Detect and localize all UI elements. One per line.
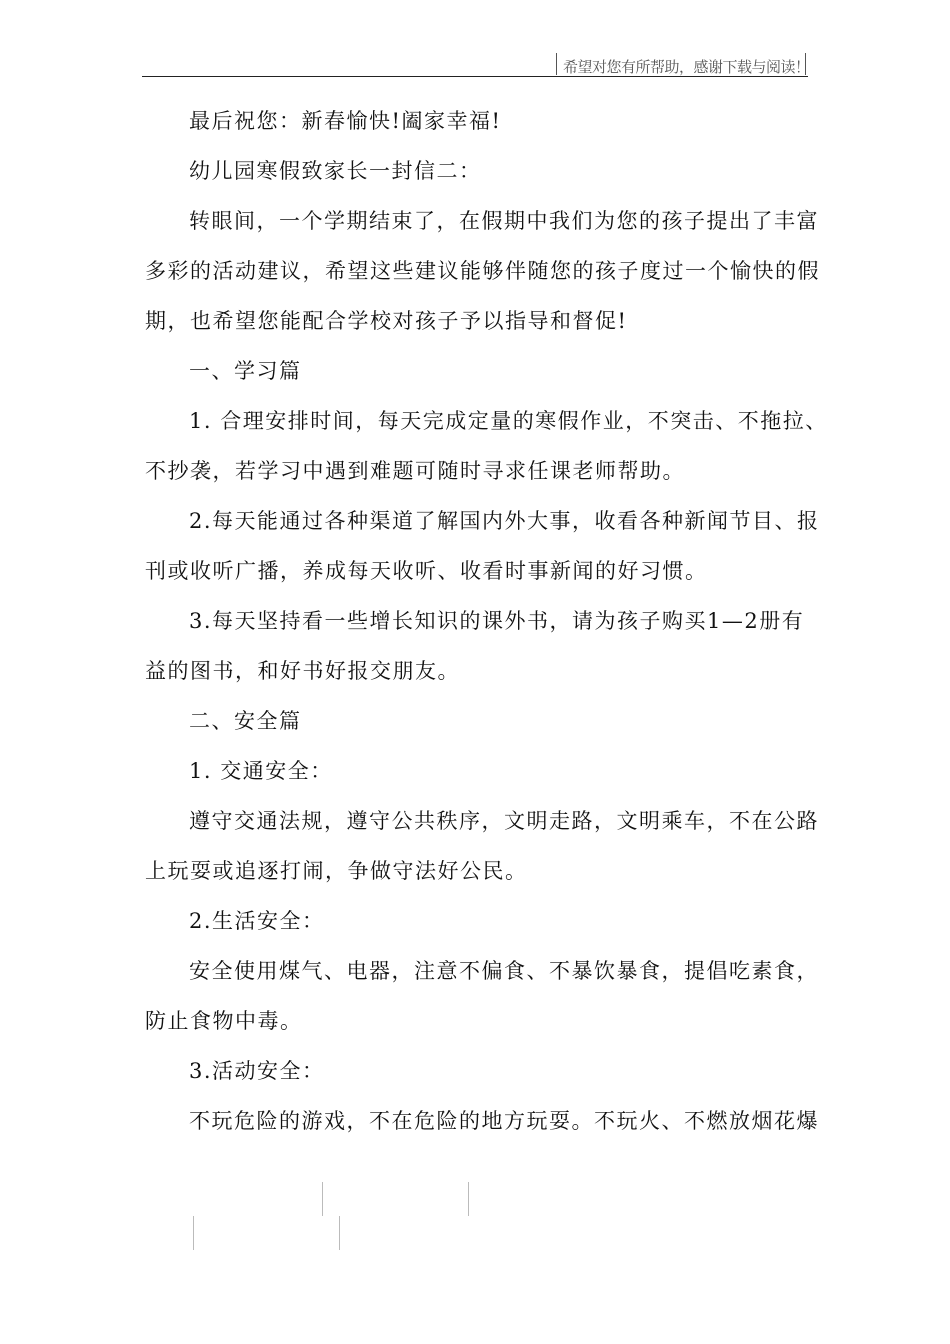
paragraph-line: 2.每天能通过各种渠道了解国内外大事，收看各种新闻节目、报	[189, 509, 820, 533]
header-rule	[142, 76, 808, 77]
footer-divider	[468, 1182, 469, 1216]
paragraph-line: 3.每天坚持看一些增长知识的课外书，请为孩子购买1—2册有	[189, 609, 805, 633]
paragraph-line: 最后祝您：新春愉快!阖家幸福!	[189, 109, 502, 133]
paragraph-line: 安全使用煤气、电器，注意不偏食、不暴饮暴食，提倡吃素食，	[189, 959, 819, 983]
paragraph-line: 不抄袭，若学习中遇到难题可随时寻求任课老师帮助。	[145, 459, 685, 483]
paragraph-line: 刊或收听广播，养成每天收听、收看时事新闻的好习惯。	[145, 559, 708, 583]
paragraph-line: 遵守交通法规，遵守公共秩序，文明走路，文明乘车，不在公路	[189, 809, 819, 833]
paragraph-line: 防止食物中毒。	[145, 1009, 303, 1033]
paragraph-line: 转眼间，一个学期结束了，在假期中我们为您的孩子提出了丰富	[189, 209, 819, 233]
subheading: 2.生活安全：	[189, 909, 325, 933]
section-heading: 一、学习篇	[189, 359, 302, 383]
section-heading: 二、安全篇	[189, 709, 302, 733]
footer-divider	[339, 1216, 340, 1250]
subheading: 1. 交通安全：	[189, 759, 333, 783]
footer-divider	[322, 1182, 323, 1216]
paragraph-line: 上玩耍或追逐打闹，争做守法好公民。	[145, 859, 528, 883]
paragraph-line: 益的图书，和好书好报交朋友。	[145, 659, 460, 683]
footer-divider	[193, 1216, 194, 1250]
paragraph-line: 1. 合理安排时间，每天完成定量的寒假作业，不突击、不拖拉、	[189, 409, 828, 433]
paragraph-line: 期，也希望您能配合学校对孩子予以指导和督促!	[145, 309, 628, 333]
paragraph-line: 多彩的活动建议，希望这些建议能够伴随您的孩子度过一个愉快的假	[145, 259, 820, 283]
paragraph-line: 幼儿园寒假致家长一封信二：	[189, 159, 482, 183]
header-text: 希望对您有所帮助，感谢下载与阅读！	[563, 58, 810, 76]
document-body	[145, 100, 828, 1150]
subheading: 3.活动安全：	[189, 1059, 325, 1083]
paragraph-line: 不玩危险的游戏，不在危险的地方玩耍。不玩火、不燃放烟花爆	[189, 1109, 819, 1133]
